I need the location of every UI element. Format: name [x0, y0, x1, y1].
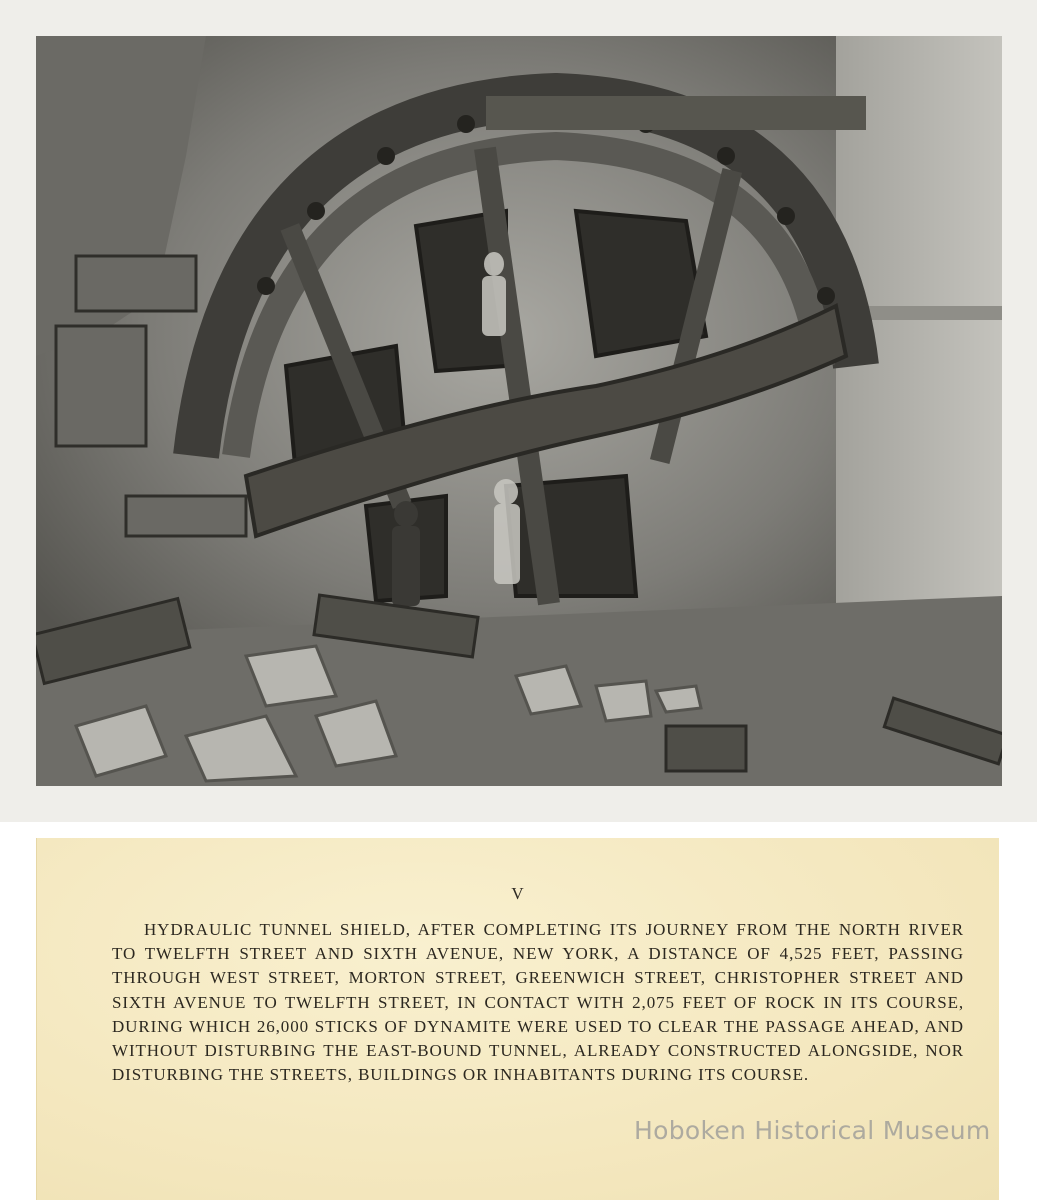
museum-watermark: Hoboken Historical Museum — [634, 1116, 991, 1145]
caption-card — [36, 838, 999, 1200]
tunnel-shield-photograph — [36, 36, 1002, 786]
plate-number: V — [511, 884, 525, 903]
top-timber — [486, 96, 866, 130]
caption-text: HYDRAULIC TUNNEL SHIELD, AFTER COMPLETING ITS JOURNEY FROM THE NORTH RIVER TO TWELFTH STREET AND SIXTH AVENUE, NEW YORK, A DISTANCE OF 4,525 FEET, PASSING THROUGH WEST STREET, MORTON STREET, GREENWICH STREET, CHRISTOPHER STREET AND SIXTH AVENUE TO TWELFTH STREET, IN CONTACT WITH 2,075 FEET OF ROCK IN ITS COURSE, DURING WHICH 26,000 STICKS OF DYNAMITE WERE USED TO CLEAR THE PASSAGE AHEAD, AND WITHOUT DISTURBING THE EAST-BOUND TUNNEL, ALREADY CONSTRUCTED ALONGSIDE, NOR DISTURBING THE STREETS, BUILDINGS OR INHABITANTS DURING ITS COURSE. — [112, 920, 964, 1085]
photograph-illustration — [36, 36, 1002, 786]
